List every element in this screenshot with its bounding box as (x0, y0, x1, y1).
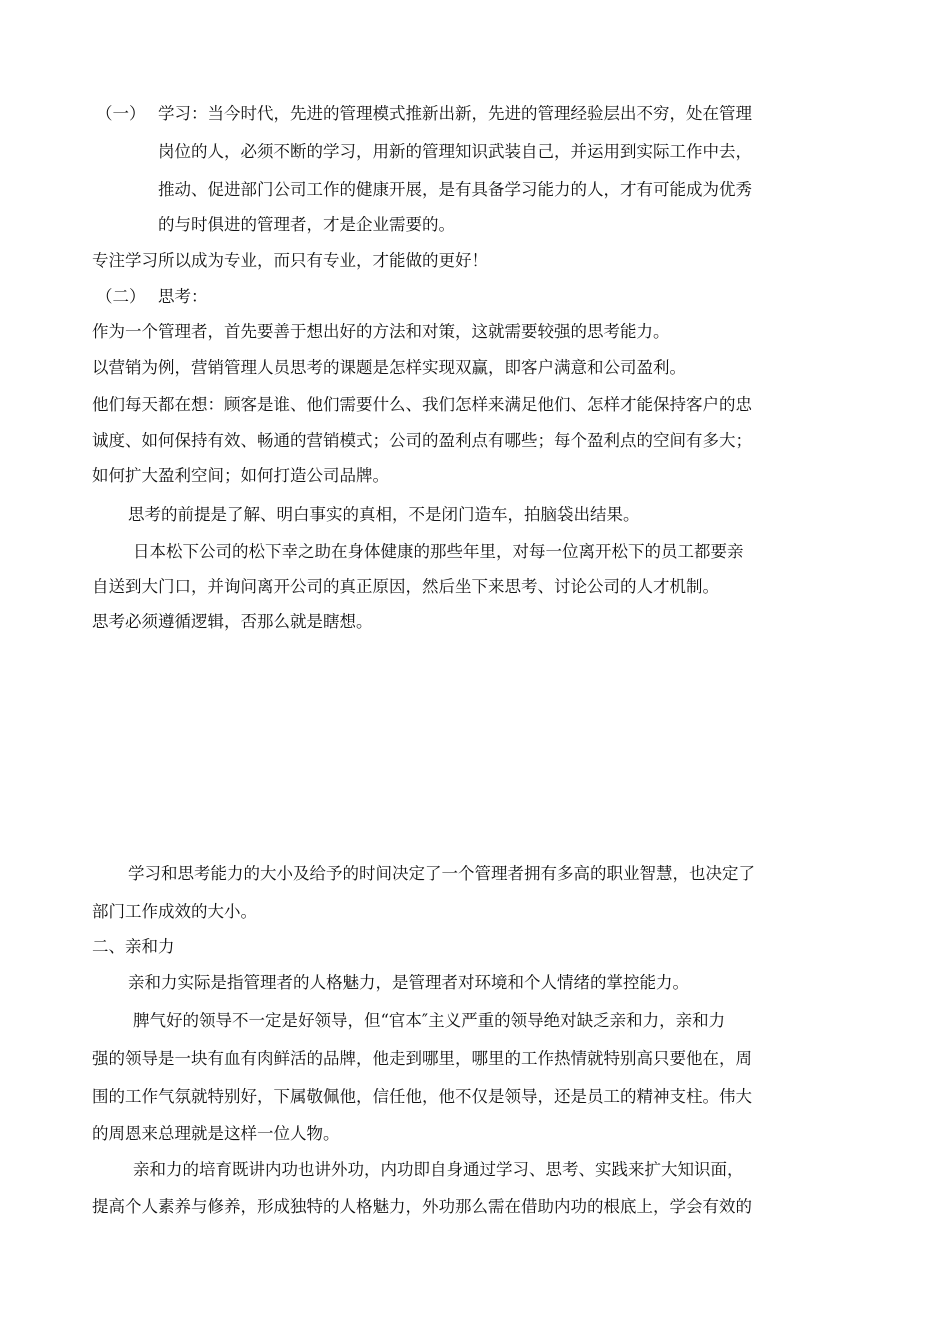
paragraph-line: 如何扩大盈利空间；如何打造公司品牌。 (92, 466, 389, 485)
paragraph-line: 作为一个管理者，首先要善于想出好的方法和对策，这就需要较强的思考能力。 (92, 322, 670, 341)
section-1-line: 推动、促进部门公司工作的健康开展，是有具备学习能力的人，才有可能成为优秀 (158, 180, 752, 199)
section-1-title-line: 学习：当今时代，先进的管理模式推新出新，先进的管理经验层出不穷，处在管理 (158, 104, 752, 123)
paragraph-line: 自送到大门口，并询问离开公司的真正原因，然后坐下来思考、讨论公司的人才机制。 (92, 577, 719, 596)
section-1-line: 的与时俱进的管理者，才是企业需要的。 (158, 215, 455, 234)
paragraph-line: 以营销为例，营销管理人员思考的课题是怎样实现双赢，即客户满意和公司盈利。 (92, 358, 686, 377)
heading-affinity: 二、亲和力 (92, 937, 175, 956)
paragraph-line: 他们每天都在想：顾客是谁、他们需要什么、我们怎样来满足他们、怎样才能保持客户的忠 (92, 395, 752, 414)
paragraph-line: 脾气好的领导不一定是好领导，但“官本″主义严重的领导绝对缺乏亲和力，亲和力 (133, 1011, 726, 1030)
paragraph-affinity-definition: 亲和力实际是指管理者的人格魅力，是管理者对环境和个人情绪的掌控能力。 (128, 973, 689, 992)
paragraph-line: 日本松下公司的松下幸之助在身体健康的那些年里，对每一位离开松下的员工都要亲 (133, 542, 744, 561)
paragraph-line: 学习和思考能力的大小及给予的时间决定了一个管理者拥有多高的职业智慧，也决定了 (128, 864, 755, 883)
paragraph-premise: 思考的前提是了解、明白事实的真相，不是闭门造车，拍脑袋出结果。 (128, 505, 640, 524)
paragraph-logic: 思考必须遵循逻辑，否那么就是瞎想。 (92, 612, 373, 631)
paragraph-focus: 专注学习所以成为专业，而只有专业，才能做的更好！ (92, 251, 488, 270)
section-1-line: 岗位的人，必须不断的学习，用新的管理知识武装自己，并运用到实际工作中去， (158, 142, 752, 161)
paragraph-line: 诚度、如何保持有效、畅通的营销模式；公司的盈利点有哪些；每个盈利点的空间有多大； (92, 431, 752, 450)
paragraph-line: 部门工作成效的大小。 (92, 902, 257, 921)
section-2-label: （二） (96, 287, 146, 306)
paragraph-line: 的周恩来总理就是这样一位人物。 (92, 1124, 340, 1143)
paragraph-line: 围的工作气氛就特别好，下属敬佩他，信任他，他不仅是领导，还是员工的精神支柱。伟大 (92, 1087, 752, 1106)
paragraph-line: 提高个人素养与修养，形成独特的人格魅力，外功那么需在借助内功的根底上，学会有效的 (92, 1197, 752, 1216)
section-2-title: 思考： (158, 287, 208, 306)
paragraph-line: 亲和力的培育既讲内功也讲外功，内功即自身通过学习、思考、实践来扩大知识面， (133, 1160, 744, 1179)
paragraph-line: 强的领导是一块有血有肉鲜活的品牌，他走到哪里，哪里的工作热情就特别高只要他在，周 (92, 1049, 752, 1068)
section-1-label: （一） (96, 104, 146, 123)
